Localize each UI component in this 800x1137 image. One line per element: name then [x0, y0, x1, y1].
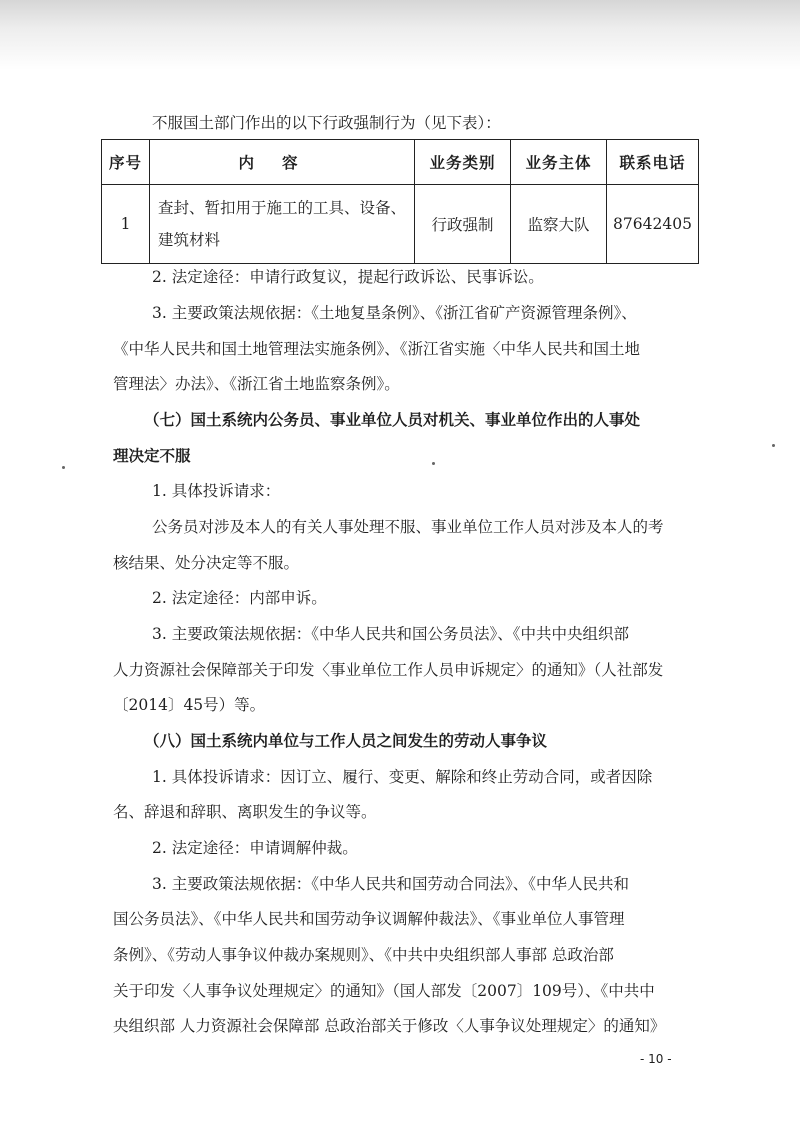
body-line: 条例》、《劳动人事争议仲裁办案规则》、《中共中央组织部人事部 总政治部 — [113, 946, 614, 964]
body-line: 央组织部 人力资源社会保障部 总政治部关于修改〈人事争议处理规定〉的通知》 — [113, 1017, 666, 1035]
body-line: 3. 主要政策法规依据：《中华人民共和国公务员法》、《中共中央组织部 — [152, 625, 629, 643]
body-line: 3. 主要政策法规依据：《土地复垦条例》、《浙江省矿产资源管理条例》、 — [152, 304, 637, 322]
body-line: 1. 具体投诉请求：因订立、履行、变更、解除和终止劳动合同，或者因除 — [152, 768, 653, 786]
body-line: 名、辞退和辞职、离职发生的争议等。 — [113, 803, 377, 821]
scan-speck — [432, 462, 435, 465]
scan-speck — [62, 466, 65, 469]
header-seq: 序号 — [102, 140, 150, 185]
section-heading-7-cont: 理决定不服 — [113, 446, 191, 465]
body-line: 公务员对涉及本人的有关人事处理不服、事业单位工作人员对涉及本人的考 — [152, 518, 664, 536]
header-subject: 业务主体 — [511, 140, 607, 185]
body-line: 关于印发〈人事争议处理规定〉的通知》（国人部发〔2007〕109号）、《中共中 — [113, 982, 655, 1000]
body-line: 国公务员法》、《中华人民共和国劳动争议调解仲裁法》、《事业单位人事管理 — [113, 910, 625, 928]
body-line: 2. 法定途径：申请行政复议，提起行政诉讼、民事诉讼。 — [152, 268, 544, 286]
scan-shadow — [0, 0, 800, 70]
scan-speck — [772, 444, 775, 447]
cell-category: 行政强制 — [415, 185, 511, 264]
body-line: 3. 主要政策法规依据：《中华人民共和国劳动合同法》、《中华人民共和 — [152, 875, 629, 893]
header-content: 内容 — [150, 140, 415, 185]
body-line: 人力资源社会保障部关于印发〈事业单位工作人员申诉规定〉的通知》（人社部发 — [113, 661, 664, 679]
section-heading-7: （七）国土系统内公务员、事业单位人员对机关、事业单位作出的人事处 — [144, 410, 641, 429]
header-category: 业务类别 — [415, 140, 511, 185]
header-phone: 联系电话 — [607, 140, 699, 185]
body-line: 《中华人民共和国土地管理法实施条例》、《浙江省实施〈中华人民共和国土地 — [113, 340, 641, 358]
body-line: 核结果、处分决定等不服。 — [113, 554, 300, 572]
section-heading-8: （八）国土系统内单位与工作人员之间发生的劳动人事争议 — [144, 731, 548, 750]
cell-phone: 87642405 — [607, 185, 699, 264]
body-line: 2. 法定途径：内部申诉。 — [152, 589, 327, 607]
cell-seq: 1 — [102, 185, 150, 264]
body-line: 〔2014〕45号）等。 — [113, 696, 266, 714]
table-row — [102, 185, 699, 264]
enforcement-table — [101, 139, 699, 264]
page-number: - 10 - — [640, 1052, 672, 1066]
table-header-row — [102, 140, 699, 185]
intro-line: 不服国土部门作出的以下行政强制行为（见下表）： — [152, 114, 501, 132]
cell-subject: 监察大队 — [511, 185, 607, 264]
cell-content: 查封、暂扣用于施工的工具、设备、建筑材料 — [150, 185, 415, 264]
body-line: 2. 法定途径：申请调解仲裁。 — [152, 839, 358, 857]
body-line: 1. 具体投诉请求： — [152, 482, 281, 500]
body-line: 管理法〉办法》、《浙江省土地监察条例》。 — [113, 375, 400, 393]
